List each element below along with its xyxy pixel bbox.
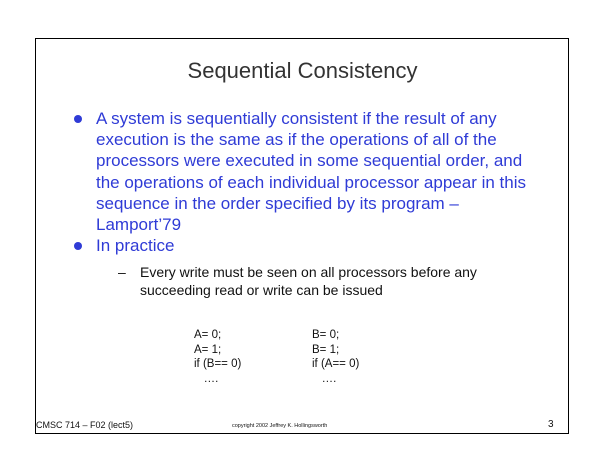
- sub-bullet-item: [118, 264, 548, 299]
- code-line: ….: [312, 372, 337, 385]
- code-line: if (B== 0): [194, 358, 242, 370]
- code-line: B= 1;: [312, 343, 340, 356]
- code-block-right: [312, 328, 359, 386]
- bullet-item: [68, 235, 548, 256]
- sub-bullet-text: Every write must be seen on all processors before any succeeding read or write can be issued: [140, 264, 477, 298]
- dash-icon: –: [118, 264, 126, 281]
- page-number: 3: [548, 419, 554, 430]
- code-line: ….: [194, 372, 219, 385]
- code-line: if (A== 0): [312, 358, 360, 370]
- bullet-dot-icon: [74, 115, 82, 123]
- bullet-text-definition: A system is sequentially consistent if the result of any execution is the same as if the operations of all of the processors were executed in some sequential order, and the operations of each individual processor appear in this sequence in the order specified by its program – Lamport’79: [96, 109, 526, 235]
- code-line: B= 0;: [312, 329, 340, 341]
- code-line: A= 0;: [194, 329, 222, 341]
- code-block-left: [194, 328, 241, 386]
- bullet-dot-icon: [74, 242, 82, 250]
- code-line: A= 1;: [194, 343, 222, 356]
- bullet-text-in-practice: In practice: [96, 236, 175, 256]
- bullet-item: [68, 108, 548, 235]
- slide-title: Sequential Consistency: [187, 58, 418, 83]
- footer-course: CMSC 714 – F02 (lect5): [36, 420, 134, 430]
- footer-copyright: copyright 2002 Jeffrey K. Hollingsworth: [232, 423, 328, 429]
- bullet-list: [68, 108, 548, 299]
